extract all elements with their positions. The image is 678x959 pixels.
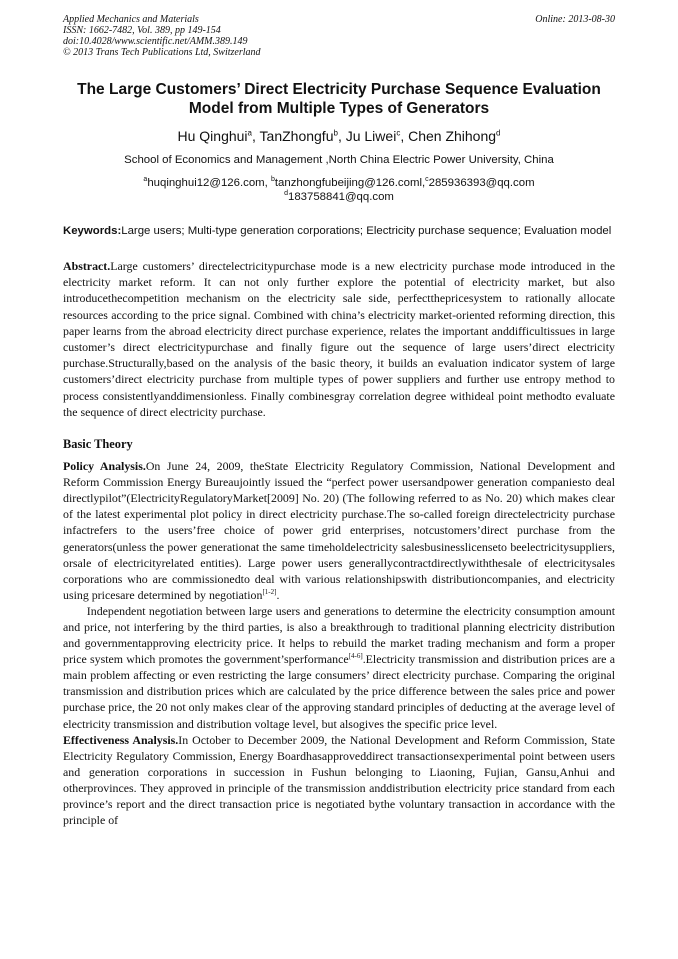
journal-header <box>63 14 615 58</box>
email-sup: a <box>143 176 148 184</box>
abstract-label: Abstract. <box>63 259 111 273</box>
keywords <box>63 224 615 238</box>
author-name: TanZhongfu <box>259 128 334 144</box>
journal-name: Applied Mechanics and Materials <box>63 14 199 25</box>
author-emails <box>63 176 615 204</box>
affiliation: School of Economics and Management ,North China Electric Power University, China <box>124 154 554 166</box>
author-sup: b <box>333 128 338 138</box>
citation: [4-6] <box>348 652 363 661</box>
email-sup: b <box>270 176 275 184</box>
author-sup: d <box>496 128 501 138</box>
abstract-text: Large customers’ directelectricitypurchase mode is a new electricity purchase mode introduced in the electricity market reform. It can not only further explore the potential of electricity market, but also introducethecompetition mechanism on the electricity sale side, perfectthepricesystem to rationally allocate resources according to the price signal. Combined with china’s electricity market-oriented reforming direction, this paper learns from the abroad electricity direct purchase experience, relates the important anddifficultissues in large customer’s direct electricitypurchase and finally figure out the sequence of large users’direct electricity purchase.Structurally,based on the analysis of the basic theory, it builds an evaluation indicator system of large customers’direct electricity purchase from multiple types of power suppliers and further use entropy method to process consistentlyanddimensionless. Finally combinesgray correlation degree withideal point methodto evaluate the sequence of direct electricity purchase. <box>63 259 615 419</box>
independent-negotiation-paragraph <box>63 603 615 732</box>
citation: [1-2] <box>262 587 277 596</box>
policy-analysis-text: On June 24, 2009, theState Electricity Regulatory Commission, National Development and Reform Commission Energy Bureaujointly issued the “perfect power usersandpower generation companiesto deal directlypilot”(ElectricityRegulatoryMarket[2009] No. 20) (The following referred to as No. 20) which makes clear of the latest experimental plot policy in direct electricity purchase.The so-called foreign directelectricity purchase infactrefers to the users’free choice of power grid enterprises, notcustomers’direct purchase from the generators(unless the power generationat the same timeholdelectricity salesbusinesslicenseto beelectricitysuppliers, orsale of electricityrelated entities). Large power users generallycontractdirectlywiththesale of electricitysales corporations who are commissionedto deal with various relationshipswith distributioncompanies, and electricity using pricesare determined by negotiation <box>63 459 615 602</box>
paper-title: The Large Customers’ Direct Electricity Purchase Sequence Evaluation Model from Multiple Types of Generators <box>77 81 601 117</box>
email-sup: c <box>425 176 429 184</box>
author-sup: c <box>396 128 401 138</box>
journal-info <box>63 14 261 58</box>
journal-doi[interactable]: doi:10.4028/www.scientific.net/AMM.389.149 <box>63 36 248 47</box>
online-date: Online: 2013-08-30 <box>535 14 615 25</box>
email-sup: d <box>284 190 288 198</box>
paragraph-text: Independent negotiation between large users and generations to determine the electricity consumption amount and price, not interfering by the third parties, is also a breakthrough to traditional planning electricity distribution and governmentapproving electricity price. It helps to rebuild the market trading mechanism and form a proper price system which promotes the government’sperformance <box>63 603 615 667</box>
author-name: Ju Liwei <box>345 128 397 144</box>
email-d[interactable]: 183758841@qq.com <box>287 191 394 203</box>
author-separator: , <box>252 128 260 144</box>
author-list <box>63 127 615 145</box>
author-name: Hu Qinghui <box>177 128 248 144</box>
effectiveness-analysis-label: Effectiveness Analysis. <box>63 732 179 747</box>
author-sup: a <box>247 128 252 138</box>
email-b[interactable]: tanzhongfubeijing@126.coml, <box>274 177 426 189</box>
email-c[interactable]: 285936393@qq.com <box>428 177 535 189</box>
policy-analysis-paragraph <box>63 458 615 603</box>
journal-copyright: © 2013 Trans Tech Publications Ltd, Switzerland <box>63 47 261 58</box>
keywords-label: Keywords: <box>63 225 122 237</box>
keywords-text: Large users; Multi-type generation corporations; Electricity purchase sequence; Evaluation model <box>121 225 612 237</box>
author-separator: , <box>337 128 346 144</box>
author-separator: , <box>400 128 409 144</box>
section-heading-basic-theory: Basic Theory <box>63 437 133 452</box>
paragraph-text: .Electricity transmission and distribution prices are a main problem affecting or even restricting the large consumers’ direct electricity purchase. Comparing the original transmission and distribution prices which are calculated by the price difference between the sales price and power purchase price, the 20 not only makes clear of the approving standard principles of deducting at the average level of electricity transmission and distribution voltage level, but alsogives the specific price level. <box>63 652 615 731</box>
author-name: Chen Zhihong <box>408 128 497 144</box>
journal-issn: ISSN: 1662-7482, Vol. 389, pp 149-154 <box>63 25 221 36</box>
email-a[interactable]: huqinghui12@126.com, <box>147 177 268 189</box>
sentence-end: . <box>276 587 280 602</box>
abstract <box>63 258 615 420</box>
effectiveness-analysis-paragraph <box>63 732 615 829</box>
policy-analysis-label: Policy Analysis. <box>63 459 146 474</box>
effectiveness-analysis-text: In October to December 2009, the National Development and Reform Commission, State Electricity Regulatory Commission, Energy Boardhasapproveddirect transactionsexperimental point between users and generation corporations in succession in Fushun belonging to Liaoning, Fujian, Gansu,Anhui and otherprovinces. They approved in principle of the transmission anddistribution electricity price standard from each province’s report and the direct transaction price is negotiated bythe voluntary transaction in accordance with the principle of <box>63 732 616 828</box>
